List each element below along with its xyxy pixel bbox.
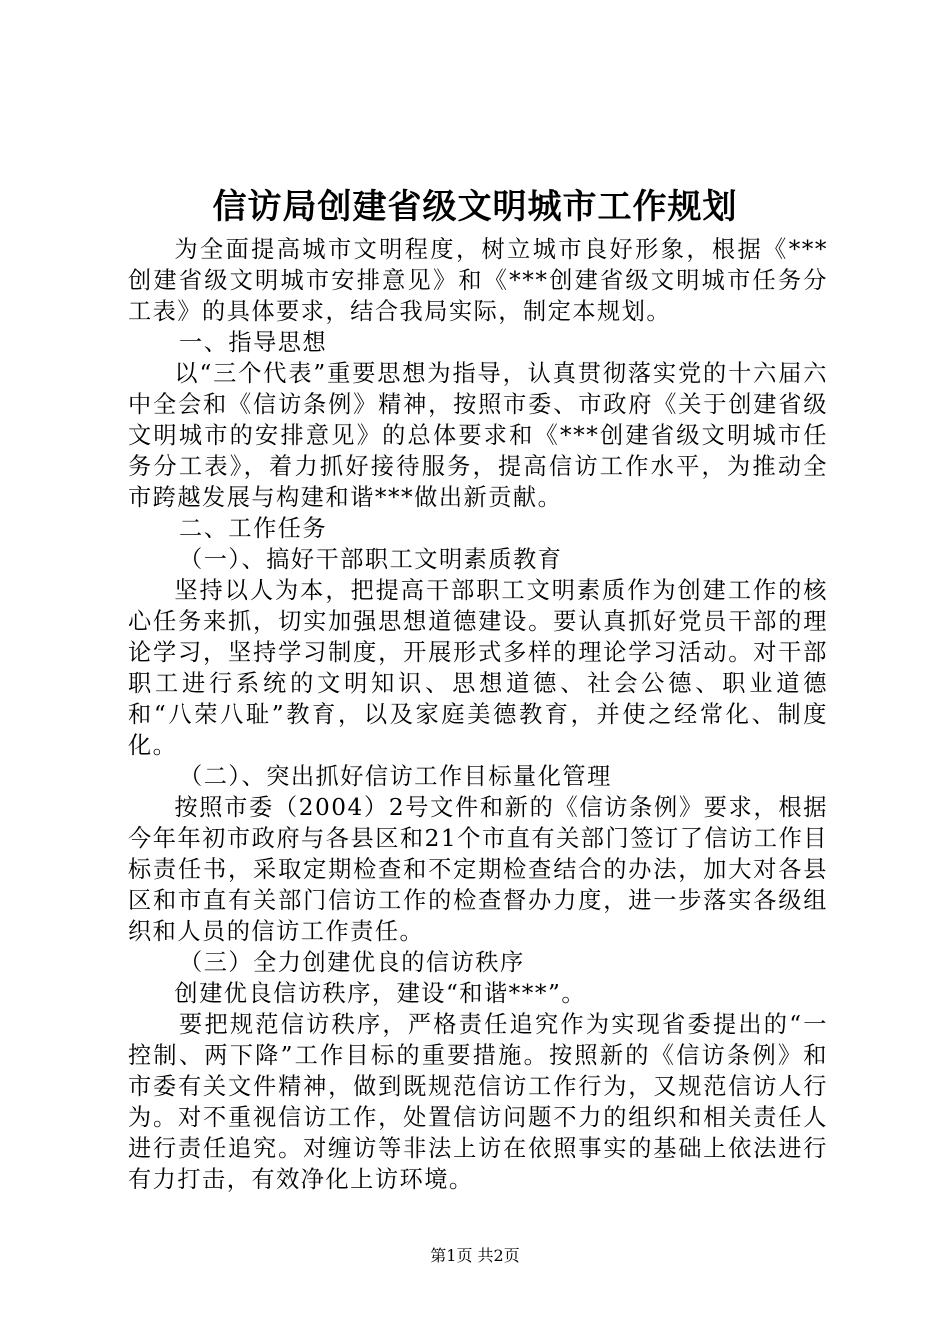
section-heading-tasks: 二、工作任务: [179, 515, 328, 542]
intro-paragraph: 为全面提高城市文明程度，树立城市良好形象，根据《***创建省级文明城市安排意见》和《***创建省级文明城市任务分工表》的具体要求，结合我局实际，制定本规划。: [128, 236, 828, 325]
subheading-education: （一）、搞好干部职工文明素质教育: [179, 546, 563, 573]
document-title: 信访局创建省级文明城市工作规划: [212, 187, 738, 227]
subheading-petition-order: （三）全力创建优良的信访秩序: [179, 949, 525, 976]
petition-order-paragraph: 创建优良信访秩序，建设“和谐***”。: [174, 980, 587, 1007]
page-footer: 第1页 共2页: [430, 1246, 520, 1265]
petition-order-detail-paragraph: 要把规范信访秩序，严格责任追究作为实现省委提出的“一控制、两下降”工作目标的重要措施。按照新的《信访条例》和市委有关文件精神，做到既规范信访工作行为，又规范信访人行为。对不重视信访工作，处置信访问题不力的组织和相关责任人进行责任追究。对缠访等非法上访在依照事实的基础上依法进行有力打击，有效净化上访环境。: [128, 1011, 828, 1193]
document-body: [128, 234, 828, 1195]
guiding-ideology-paragraph: 以“三个代表”重要思想为指导，认真贯彻落实党的十六届六中全会和《信访条例》精神，按照市委、市政府《关于创建省级文明城市的安排意见》的总体要求和《***创建省级文明城市任务分工表》，着力抓好接待服务，提高信访工作水平，为推动全市跨越发展与构建和谐***做出新贡献。: [128, 360, 828, 511]
subheading-target-management: （二）、突出抓好信访工作目标量化管理: [179, 763, 612, 790]
target-management-paragraph: 按照市委（2004）2号文件和新的《信访条例》要求，根据今年年初市政府与各县区和21个市直有关部门签订了信访工作目标责任书，采取定期检查和不定期检查结合的办法，加大对各县区和市直有关部门信访工作的检查督办力度，进一步落实各级组织和人员的信访工作责任。: [128, 794, 828, 945]
education-paragraph: 坚持以人为本，把提高干部职工文明素质作为创建工作的核心任务来抓，切实加强思想道德建设。要认真抓好党员干部的理论学习，坚持学习制度，开展形式多样的理论学习活动。对干部职工进行系统的文明知识、思想道德、社会公德、职业道德和“八荣八耻”教育，以及家庭美德教育，并使之经常化、制度化。: [128, 577, 828, 759]
section-heading-guiding-ideology: 一、指导思想: [179, 329, 328, 356]
